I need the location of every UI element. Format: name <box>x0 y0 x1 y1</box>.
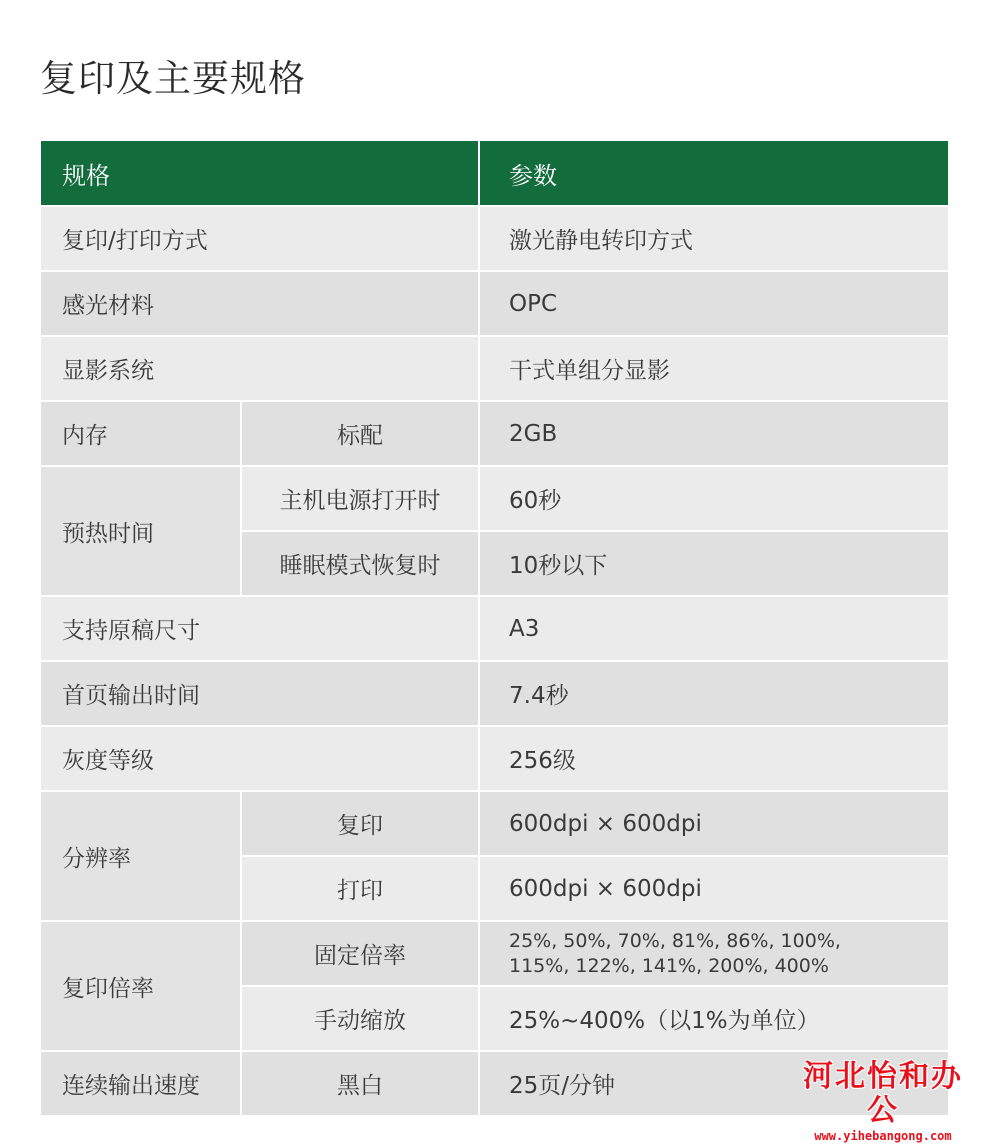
table-row <box>41 921 948 986</box>
row-value: 25页/分钟 <box>479 1051 948 1116</box>
table-row <box>41 206 948 271</box>
row-value: 60秒 <box>479 466 948 531</box>
row-sublabel: 复印 <box>241 791 479 856</box>
row-value: 10秒以下 <box>479 531 948 596</box>
row-label: 复印/打印方式 <box>41 206 479 271</box>
table-row <box>41 791 948 856</box>
zoom-fixed-line-1: 25%, 50%, 70%, 81%, 86%, 100%, <box>509 929 841 952</box>
row-value: OPC <box>479 271 948 336</box>
row-label: 复印倍率 <box>41 921 241 1051</box>
row-value <box>479 921 948 986</box>
row-sublabel: 手动缩放 <box>241 986 479 1051</box>
table-row <box>41 596 948 661</box>
table-header-row <box>41 141 948 206</box>
row-label: 显影系统 <box>41 336 479 401</box>
row-label: 连续输出速度 <box>41 1051 241 1116</box>
row-sublabel: 标配 <box>241 401 479 466</box>
row-sublabel: 黑白 <box>241 1051 479 1116</box>
row-sublabel: 固定倍率 <box>241 921 479 986</box>
row-value: 干式单组分显影 <box>479 336 948 401</box>
row-label: 内存 <box>41 401 241 466</box>
row-value: 25%~400%（以1%为单位） <box>479 986 948 1051</box>
table-row <box>41 271 948 336</box>
row-value: 600dpi × 600dpi <box>479 791 948 856</box>
spec-table <box>41 141 948 1117</box>
row-value: 激光静电转印方式 <box>479 206 948 271</box>
row-sublabel: 主机电源打开时 <box>241 466 479 531</box>
watermark-name: 河北怡和办公 <box>803 1059 963 1128</box>
row-label: 首页输出时间 <box>41 661 479 726</box>
header-param: 参数 <box>479 141 948 206</box>
row-label: 预热时间 <box>41 466 241 596</box>
table-row <box>41 466 948 531</box>
row-value: 256级 <box>479 726 948 791</box>
header-spec: 规格 <box>41 141 479 206</box>
row-sublabel: 打印 <box>241 856 479 921</box>
row-label: 灰度等级 <box>41 726 479 791</box>
table-row <box>41 336 948 401</box>
row-label: 感光材料 <box>41 271 479 336</box>
row-value: 7.4秒 <box>479 661 948 726</box>
page-title: 复印及主要规格 <box>40 57 306 100</box>
table-row <box>41 661 948 726</box>
zoom-fixed-line-2: 115%, 122%, 141%, 200%, 400% <box>509 954 829 977</box>
row-value: 600dpi × 600dpi <box>479 856 948 921</box>
table-row <box>41 401 948 466</box>
watermark-logo <box>788 1059 978 1143</box>
row-label: 分辨率 <box>41 791 241 921</box>
table-row <box>41 726 948 791</box>
row-label: 支持原稿尺寸 <box>41 596 479 661</box>
row-value: 2GB <box>479 401 948 466</box>
row-value: A3 <box>479 596 948 661</box>
watermark-url: www.yihebangong.com <box>788 1128 978 1144</box>
row-sublabel: 睡眠模式恢复时 <box>241 531 479 596</box>
